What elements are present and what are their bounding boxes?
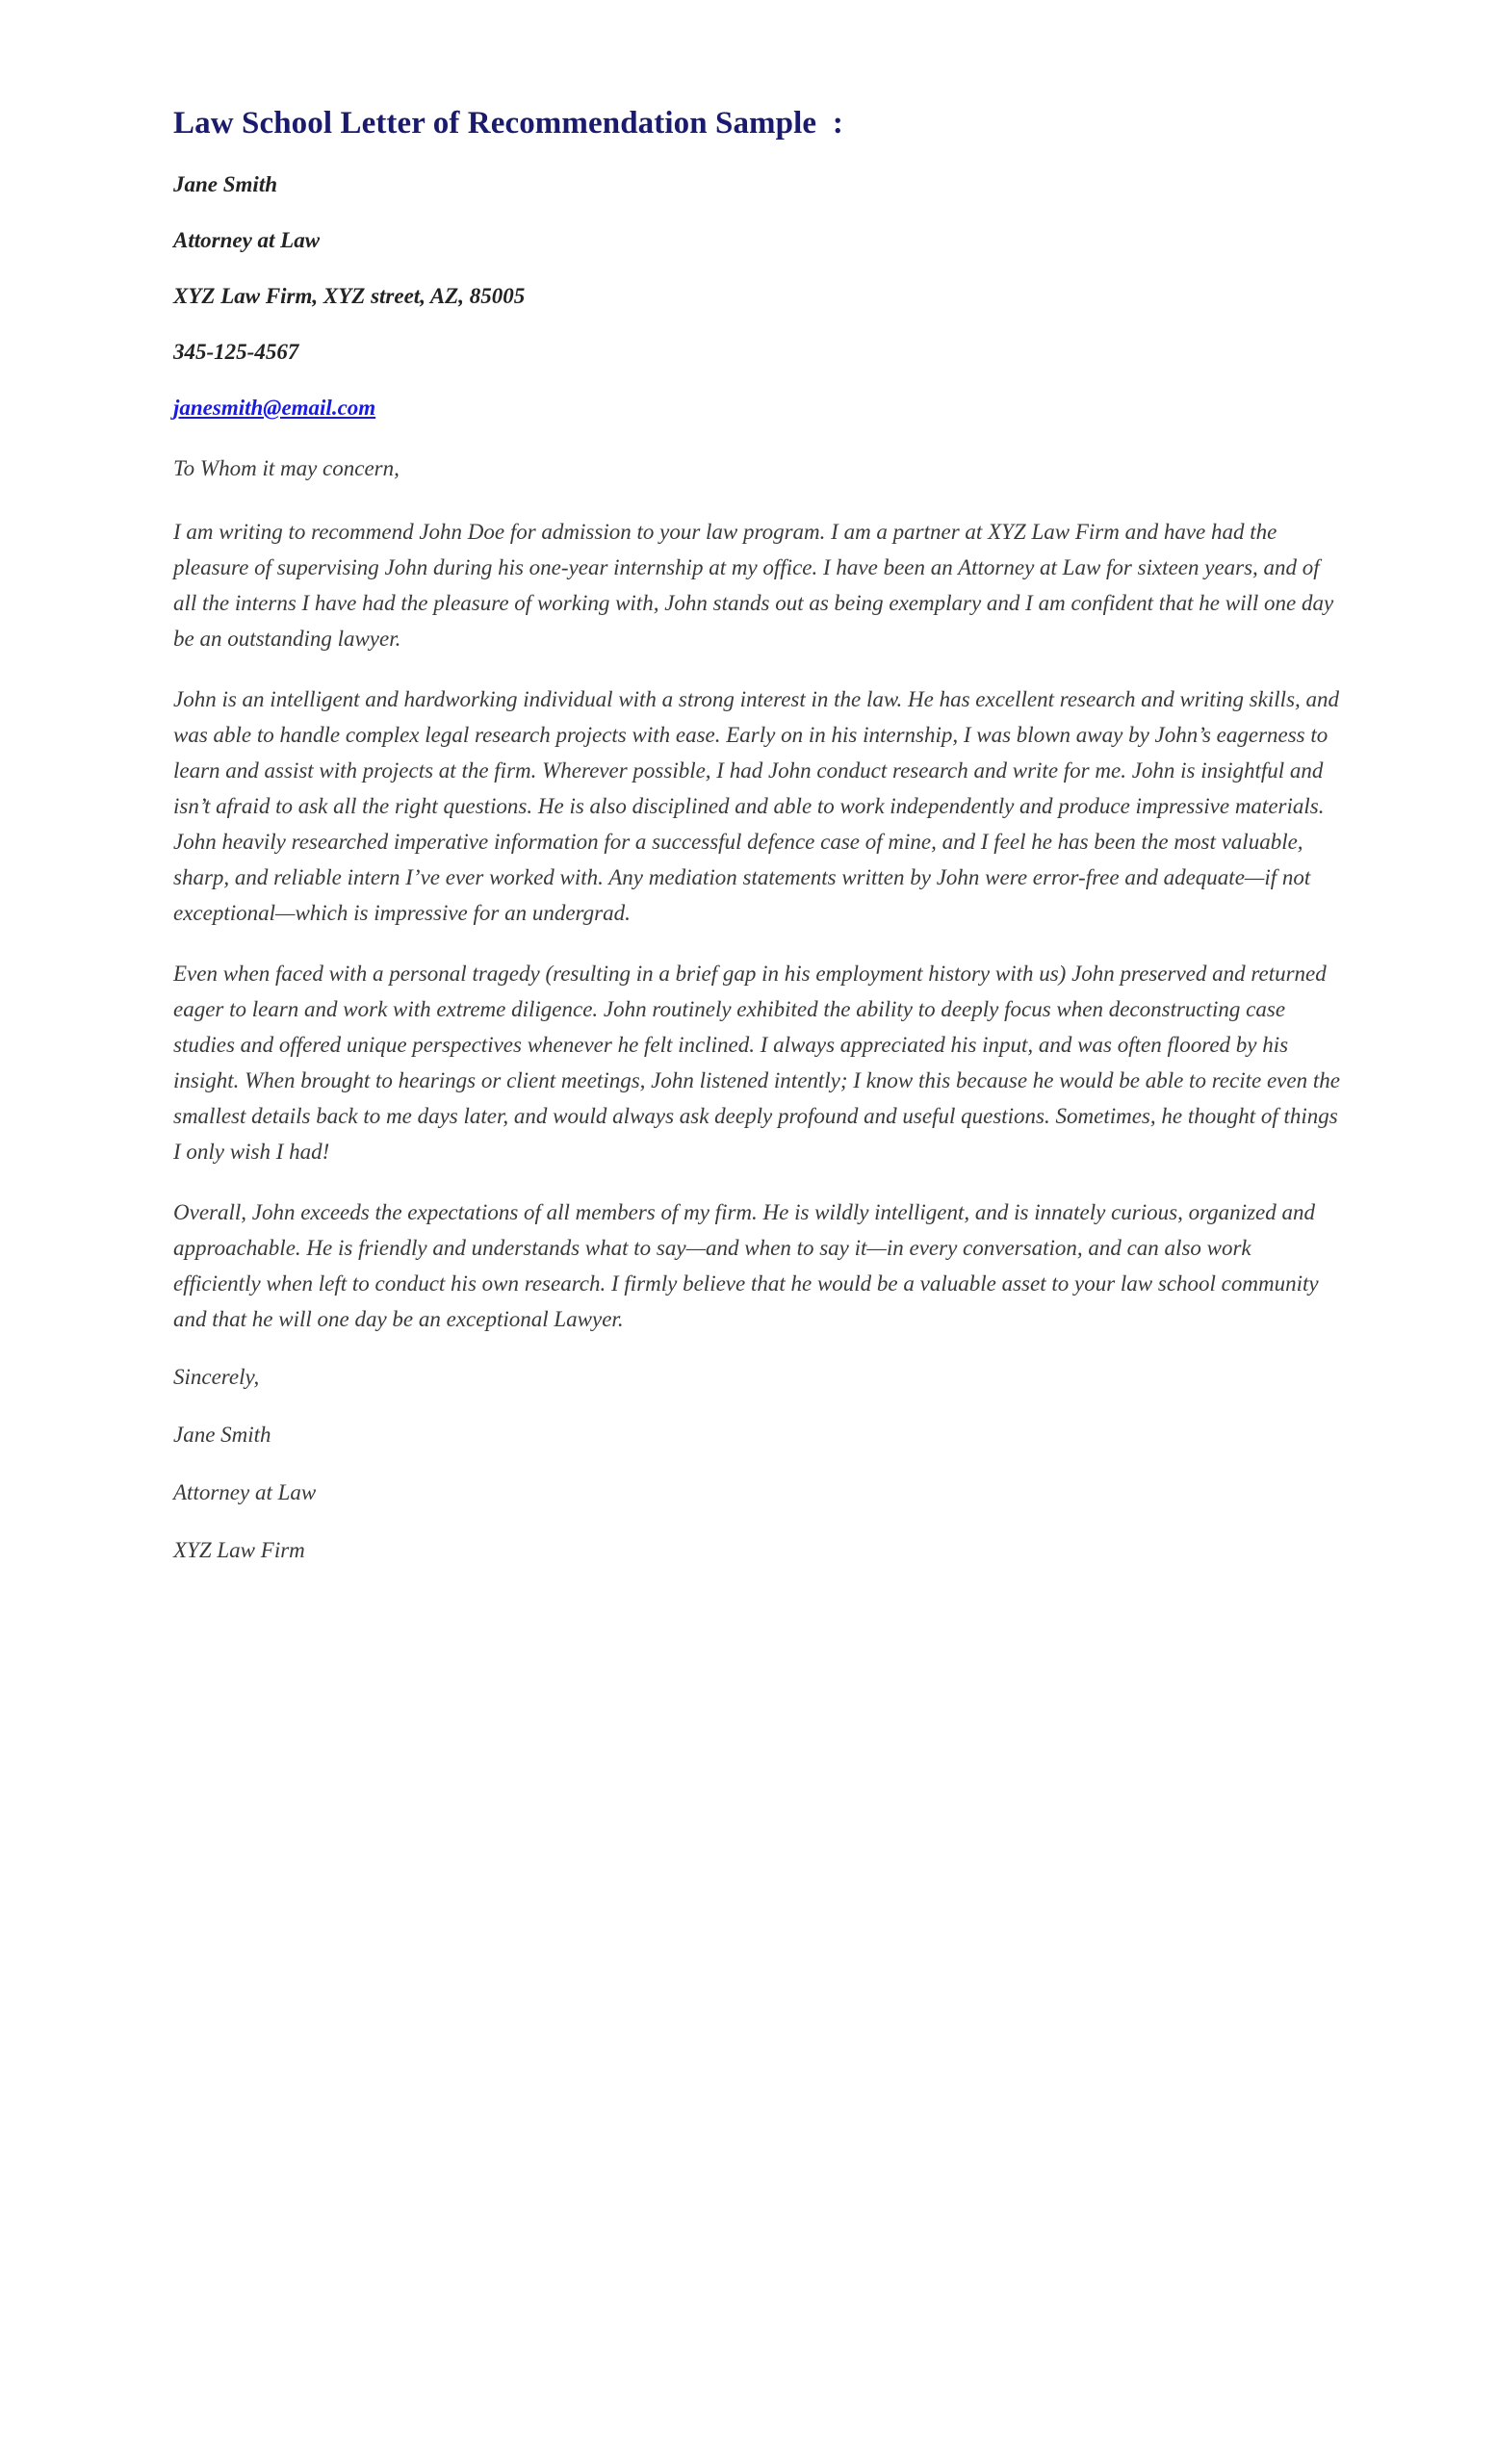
- signer-firm: XYZ Law Firm: [173, 1538, 305, 1563]
- valediction: Sincerely,: [173, 1364, 260, 1389]
- sender-address: XYZ Law Firm, XYZ street, AZ, 85005: [173, 284, 526, 309]
- letter-content: [173, 104, 1340, 1566]
- letter-paragraph: Overall, John exceeds the expectations of all members of my firm. He is wildly intelligent, and is innately curious, organized and approachable. He is friendly and understands what to say—and when to say it—in every conversation, and can also work efficiently when left to conduct his own research. I firmly believe that he would be a valuable asset to your law school community and that he will one day be an exceptional Lawyer.: [173, 1199, 1319, 1331]
- letter-paragraph: Even when faced with a personal tragedy (resulting in a brief gap in his employment history with us) John preserved and returned eager to learn and work with extreme diligence. John routinely exhibited the ability to deeply focus when deconstructing case studies and offered unique perspectives whenever he felt inclined. I always appreciated his input, and was often floored by his insight. When brought to hearings or client meetings, John listened intently; I know this because he would be able to recite even the smallest details back to me days later, and would always ask deeply profound and useful questions. Sometimes, he thought of things I only wish I had!: [173, 961, 1340, 1164]
- signer-name: Jane Smith: [173, 1422, 271, 1447]
- sender-name: Jane Smith: [173, 172, 278, 197]
- sender-phone: 345-125-4567: [173, 339, 299, 364]
- sender-role: Attorney at Law: [173, 228, 321, 253]
- page-title: Law School Letter of Recommendation Sample :: [173, 106, 843, 141]
- sender-email-link[interactable]: janesmith@email.com: [173, 395, 376, 420]
- salutation: To Whom it may concern,: [173, 455, 400, 480]
- letter-paragraph: John is an intelligent and hardworking individual with a strong interest in the law. He has excellent research and writing skills, and was able to handle complex legal research projects with ease. Early on in his internship, I was blown away by John’s eagerness to learn and assist with projects at the firm. Wherever possible, I had John conduct research and write for me. John is insightful and isn’t afraid to ask all the right questions. He is also disciplined and able to work independently and produce impressive materials. John heavily researched imperative information for a successful defence case of mine, and I feel he has been the most valuable, sharp, and reliable intern I’ve ever worked with. Any mediation statements written by John were error-free and adequate—if not exceptional—which is impressive for an undergrad.: [173, 686, 1340, 925]
- signer-role: Attorney at Law: [173, 1479, 317, 1504]
- sender-email-row: [173, 394, 1340, 423]
- letter-paragraph: I am writing to recommend John Doe for admission to your law program. I am a partner at XYZ Law Firm and have had the pleasure of supervising John during his one-year internship at my office. I have been an Attorney at Law for sixteen years, and of all the interns I have had the pleasure of working with, John stands out as being exemplary and I am confident that he will one day be an outstanding lawyer.: [173, 519, 1334, 651]
